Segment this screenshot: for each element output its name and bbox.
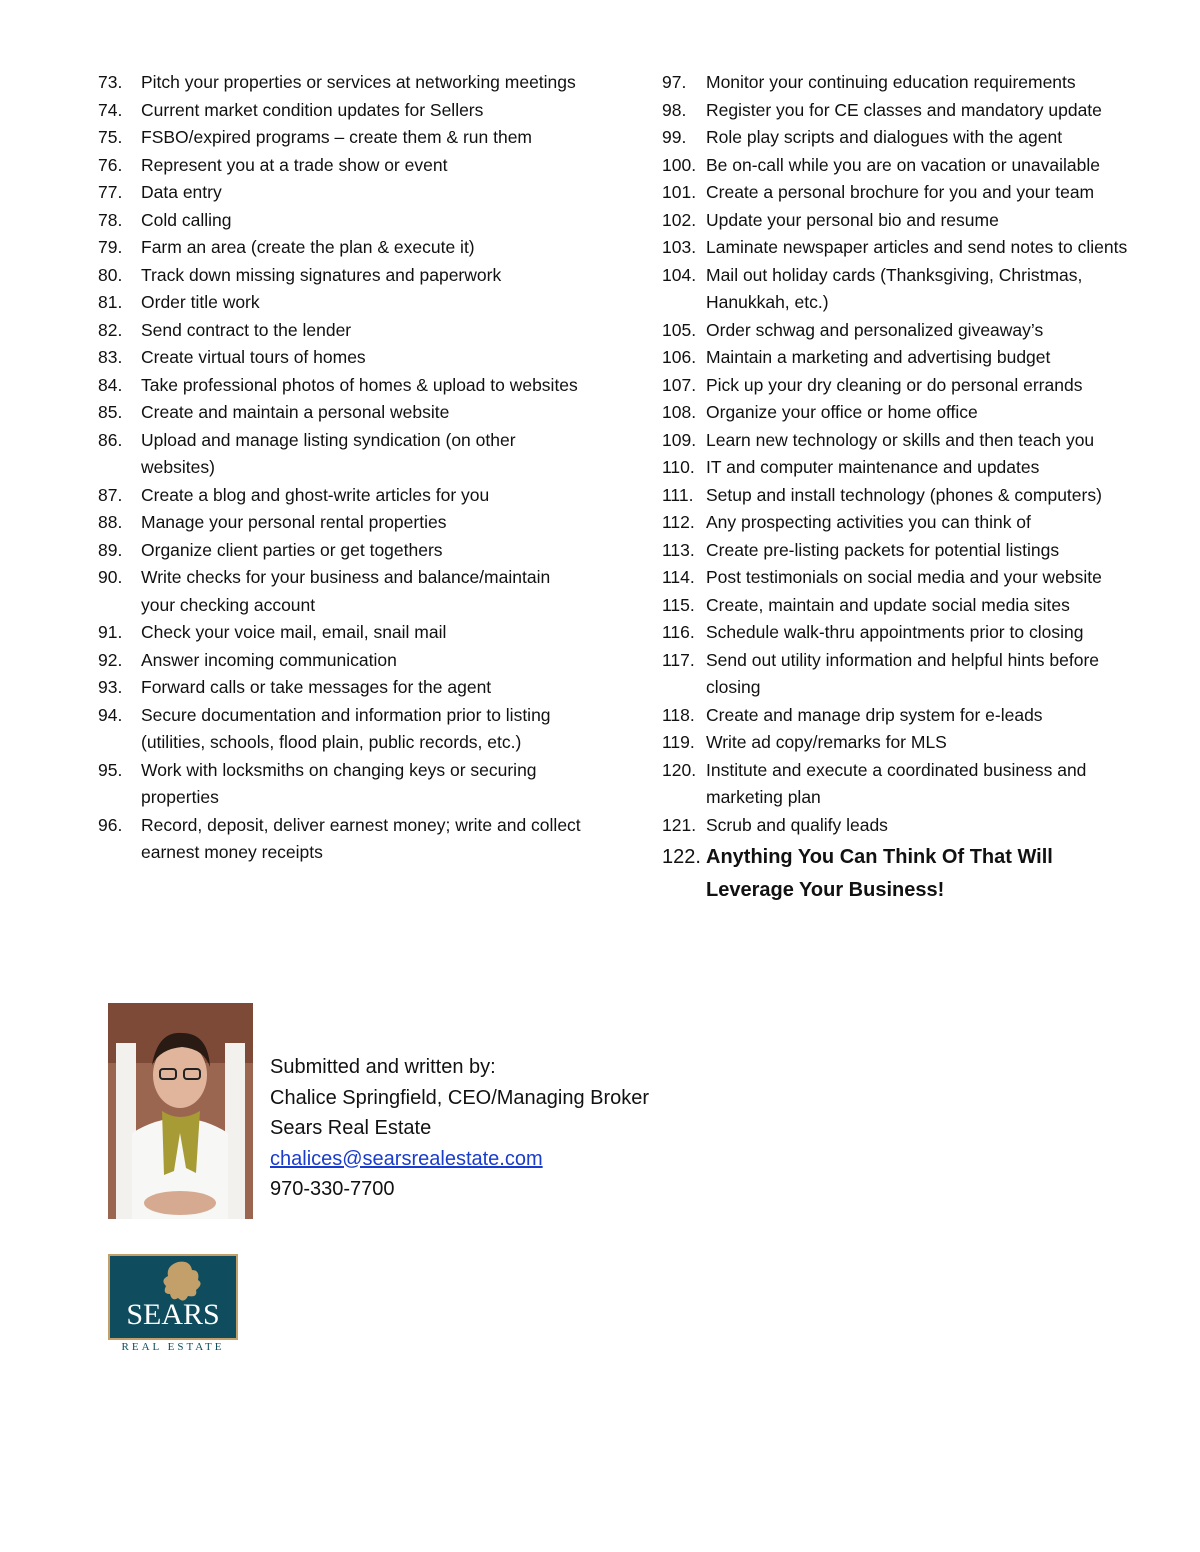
item-text: Create a personal brochure for you and your team <box>706 182 1095 202</box>
item-number: 95. <box>98 759 123 780</box>
item-text: Farm an area (create the plan & execute it) <box>141 237 475 257</box>
item-text: Role play scripts and dialogues with the agent <box>706 127 1063 147</box>
list-item <box>662 234 1132 262</box>
item-number: 121. <box>662 814 697 835</box>
list-item <box>98 317 588 345</box>
item-number: 108. <box>662 402 697 422</box>
list-item <box>98 69 588 97</box>
item-text: Check your voice mail, email, snail mail <box>141 622 447 642</box>
item-text: Institute and execute a coordinated business and marketing plan <box>706 759 1087 807</box>
list-item <box>662 647 1132 702</box>
item-number: 84. <box>98 374 123 395</box>
item-text: Learn new technology or skills and then teach you <box>706 429 1095 450</box>
item-text: Track down missing signatures and paperwork <box>141 264 502 285</box>
author-name: Chalice Springfield, CEO/Managing Broker <box>270 1086 650 1109</box>
item-number: 97. <box>662 72 687 92</box>
item-number: 82. <box>98 319 123 340</box>
item-number: 74. <box>98 99 123 120</box>
list-item <box>662 427 1132 455</box>
item-number: 104. <box>662 264 697 285</box>
list-item <box>662 179 1132 207</box>
item-number: 81. <box>98 292 123 312</box>
item-text: Create virtual tours of homes <box>141 347 366 367</box>
item-text: Record, deposit, deliver earnest money; write and collect earnest money receipts <box>141 814 581 862</box>
list-item <box>98 619 588 647</box>
item-number: 75. <box>98 127 123 147</box>
item-text: Create and manage drip system for e-leads <box>706 704 1043 725</box>
item-text: Send contract to the lender <box>141 319 352 340</box>
list-item <box>98 124 588 152</box>
item-number: 79. <box>98 237 123 257</box>
task-list-right <box>662 69 1132 907</box>
item-number: 101. <box>662 182 697 202</box>
item-text: Maintain a marketing and advertising budget <box>706 347 1051 367</box>
item-text: Post testimonials on social media and your website <box>706 567 1102 587</box>
item-text: Answer incoming communication <box>141 649 397 670</box>
item-text: Pick up your dry cleaning or do personal errands <box>706 374 1083 395</box>
list-item <box>98 262 588 290</box>
item-text: Anything You Can Think Of That Will Leverage Your Business! <box>706 846 1053 901</box>
item-number: 118. <box>662 704 695 725</box>
item-number: 117. <box>662 649 695 670</box>
list-item-final <box>662 841 1132 907</box>
item-number: 96. <box>98 814 123 835</box>
list-item <box>98 207 588 235</box>
list-item <box>98 674 588 702</box>
item-number: 110. <box>662 457 695 477</box>
item-text: Any prospecting activities you can think of <box>706 512 1031 532</box>
list-item <box>98 757 588 812</box>
list-item <box>662 124 1132 152</box>
item-text: Order title work <box>141 292 260 312</box>
task-list-left <box>98 69 588 867</box>
list-item <box>662 152 1132 180</box>
list-item <box>662 372 1132 400</box>
item-number: 73. <box>98 72 123 92</box>
item-number: 87. <box>98 484 123 505</box>
item-text: Pitch your properties or services at networking meetings <box>141 72 576 92</box>
list-item <box>98 399 588 427</box>
item-number: 80. <box>98 264 123 285</box>
list-item <box>98 97 588 125</box>
item-number: 76. <box>98 154 123 175</box>
list-item <box>98 509 588 537</box>
list-item <box>662 564 1132 592</box>
list-item <box>98 234 588 262</box>
item-text: Data entry <box>141 182 222 202</box>
item-text: Laminate newspaper articles and send notes to clients <box>706 237 1128 257</box>
item-number: 85. <box>98 402 123 422</box>
list-item <box>98 537 588 565</box>
list-item <box>662 262 1132 317</box>
item-text: Mail out holiday cards (Thanksgiving, Christmas, Hanukkah, etc.) <box>706 264 1083 312</box>
list-item <box>98 152 588 180</box>
list-item <box>662 344 1132 372</box>
list-item <box>98 344 588 372</box>
item-number: 92. <box>98 649 123 670</box>
item-text: Take professional photos of homes & upload to websites <box>141 374 578 395</box>
item-text: Setup and install technology (phones & computers) <box>706 484 1102 505</box>
list-item <box>662 702 1132 730</box>
item-number: 98. <box>662 99 687 120</box>
item-text: Current market condition updates for Sellers <box>141 99 484 120</box>
item-number: 103. <box>662 237 697 257</box>
item-number: 88. <box>98 512 123 532</box>
item-text: Write checks for your business and balance/maintain your checking account <box>141 567 551 615</box>
item-text: IT and computer maintenance and updates <box>706 457 1040 477</box>
company-name: Sears Real Estate <box>270 1117 432 1139</box>
item-text: Update your personal bio and resume <box>706 209 999 230</box>
item-number: 122. <box>662 846 701 868</box>
item-text: Organize your office or home office <box>706 402 978 422</box>
item-text: Create and maintain a personal website <box>141 402 450 422</box>
item-text: Organize client parties or get togethers <box>141 539 443 560</box>
logo-wordmark: SEARS <box>126 1298 220 1331</box>
item-text: Write ad copy/remarks for MLS <box>706 732 947 752</box>
list-item <box>98 427 588 482</box>
list-item <box>662 619 1132 647</box>
item-number: 112. <box>662 512 695 532</box>
item-number: 105. <box>662 319 697 340</box>
email-link[interactable]: chalices@searsrealestate.com <box>270 1147 543 1170</box>
item-number: 119. <box>662 732 695 752</box>
item-number: 94. <box>98 704 123 725</box>
sears-logo <box>108 1254 238 1340</box>
list-item <box>98 372 588 400</box>
list-item <box>662 757 1132 812</box>
item-text: Cold calling <box>141 209 232 230</box>
item-text: Represent you at a trade show or event <box>141 154 448 175</box>
oak-leaf-icon <box>163 1262 200 1301</box>
item-number: 100. <box>662 154 697 175</box>
list-item <box>662 812 1132 840</box>
list-item <box>662 69 1132 97</box>
author-credit <box>270 1052 649 1205</box>
item-text: FSBO/expired programs – create them & run them <box>141 127 532 147</box>
list-item <box>98 647 588 675</box>
list-item <box>662 509 1132 537</box>
item-number: 107. <box>662 374 697 395</box>
list-item <box>662 399 1132 427</box>
item-number: 86. <box>98 429 123 450</box>
item-text: Register you for CE classes and mandatory update <box>706 99 1102 120</box>
item-text: Send out utility information and helpful hints before closing <box>706 649 1100 697</box>
item-number: 106. <box>662 347 697 367</box>
item-text: Order schwag and personalized giveaway’s <box>706 319 1044 340</box>
item-text: Create pre-listing packets for potential listings <box>706 539 1060 560</box>
item-number: 120. <box>662 759 697 780</box>
list-item <box>662 729 1132 757</box>
item-number: 115. <box>662 594 695 615</box>
list-item <box>662 317 1132 345</box>
list-item <box>98 179 588 207</box>
item-text: Create, maintain and update social media sites <box>706 594 1070 615</box>
logo-subtitle: REAL ESTATE <box>121 1341 225 1353</box>
item-text: Secure documentation and information prior to listing (utilities, schools, flood plain, public records, etc.) <box>141 704 551 752</box>
item-number: 77. <box>98 182 123 202</box>
item-text: Scrub and qualify leads <box>706 814 888 835</box>
phone-number: 970-330-7700 <box>270 1178 395 1200</box>
item-number: 91. <box>98 622 123 642</box>
item-number: 102. <box>662 209 697 230</box>
list-item <box>98 702 588 757</box>
item-number: 99. <box>662 127 687 147</box>
item-text: Schedule walk-thru appointments prior to closing <box>706 622 1084 642</box>
item-text: Manage your personal rental properties <box>141 512 447 532</box>
item-number: 111. <box>662 484 694 505</box>
list-item <box>662 207 1132 235</box>
list-item <box>98 289 588 317</box>
list-item <box>662 537 1132 565</box>
list-item <box>98 564 588 619</box>
item-number: 113. <box>662 539 695 560</box>
credit-intro: Submitted and written by: <box>270 1056 496 1078</box>
list-item <box>662 592 1132 620</box>
item-number: 83. <box>98 347 123 367</box>
item-text: Upload and manage listing syndication (on other websites) <box>141 429 516 477</box>
list-item <box>662 97 1132 125</box>
list-item <box>98 482 588 510</box>
item-text: Work with locksmiths on changing keys or securing properties <box>141 759 537 807</box>
item-number: 78. <box>98 209 123 230</box>
item-number: 109. <box>662 429 697 450</box>
item-text: Create a blog and ghost-write articles for you <box>141 484 490 505</box>
item-number: 116. <box>662 622 695 642</box>
item-text: Monitor your continuing education requirements <box>706 72 1076 92</box>
item-text: Be on-call while you are on vacation or unavailable <box>706 154 1100 175</box>
list-item <box>662 482 1132 510</box>
item-number: 90. <box>98 567 123 587</box>
item-number: 89. <box>98 539 123 560</box>
item-number: 114. <box>662 567 695 587</box>
author-photo <box>108 1003 253 1219</box>
list-item <box>98 812 588 867</box>
item-text: Forward calls or take messages for the agent <box>141 677 492 697</box>
item-number: 93. <box>98 677 123 697</box>
list-item <box>662 454 1132 482</box>
